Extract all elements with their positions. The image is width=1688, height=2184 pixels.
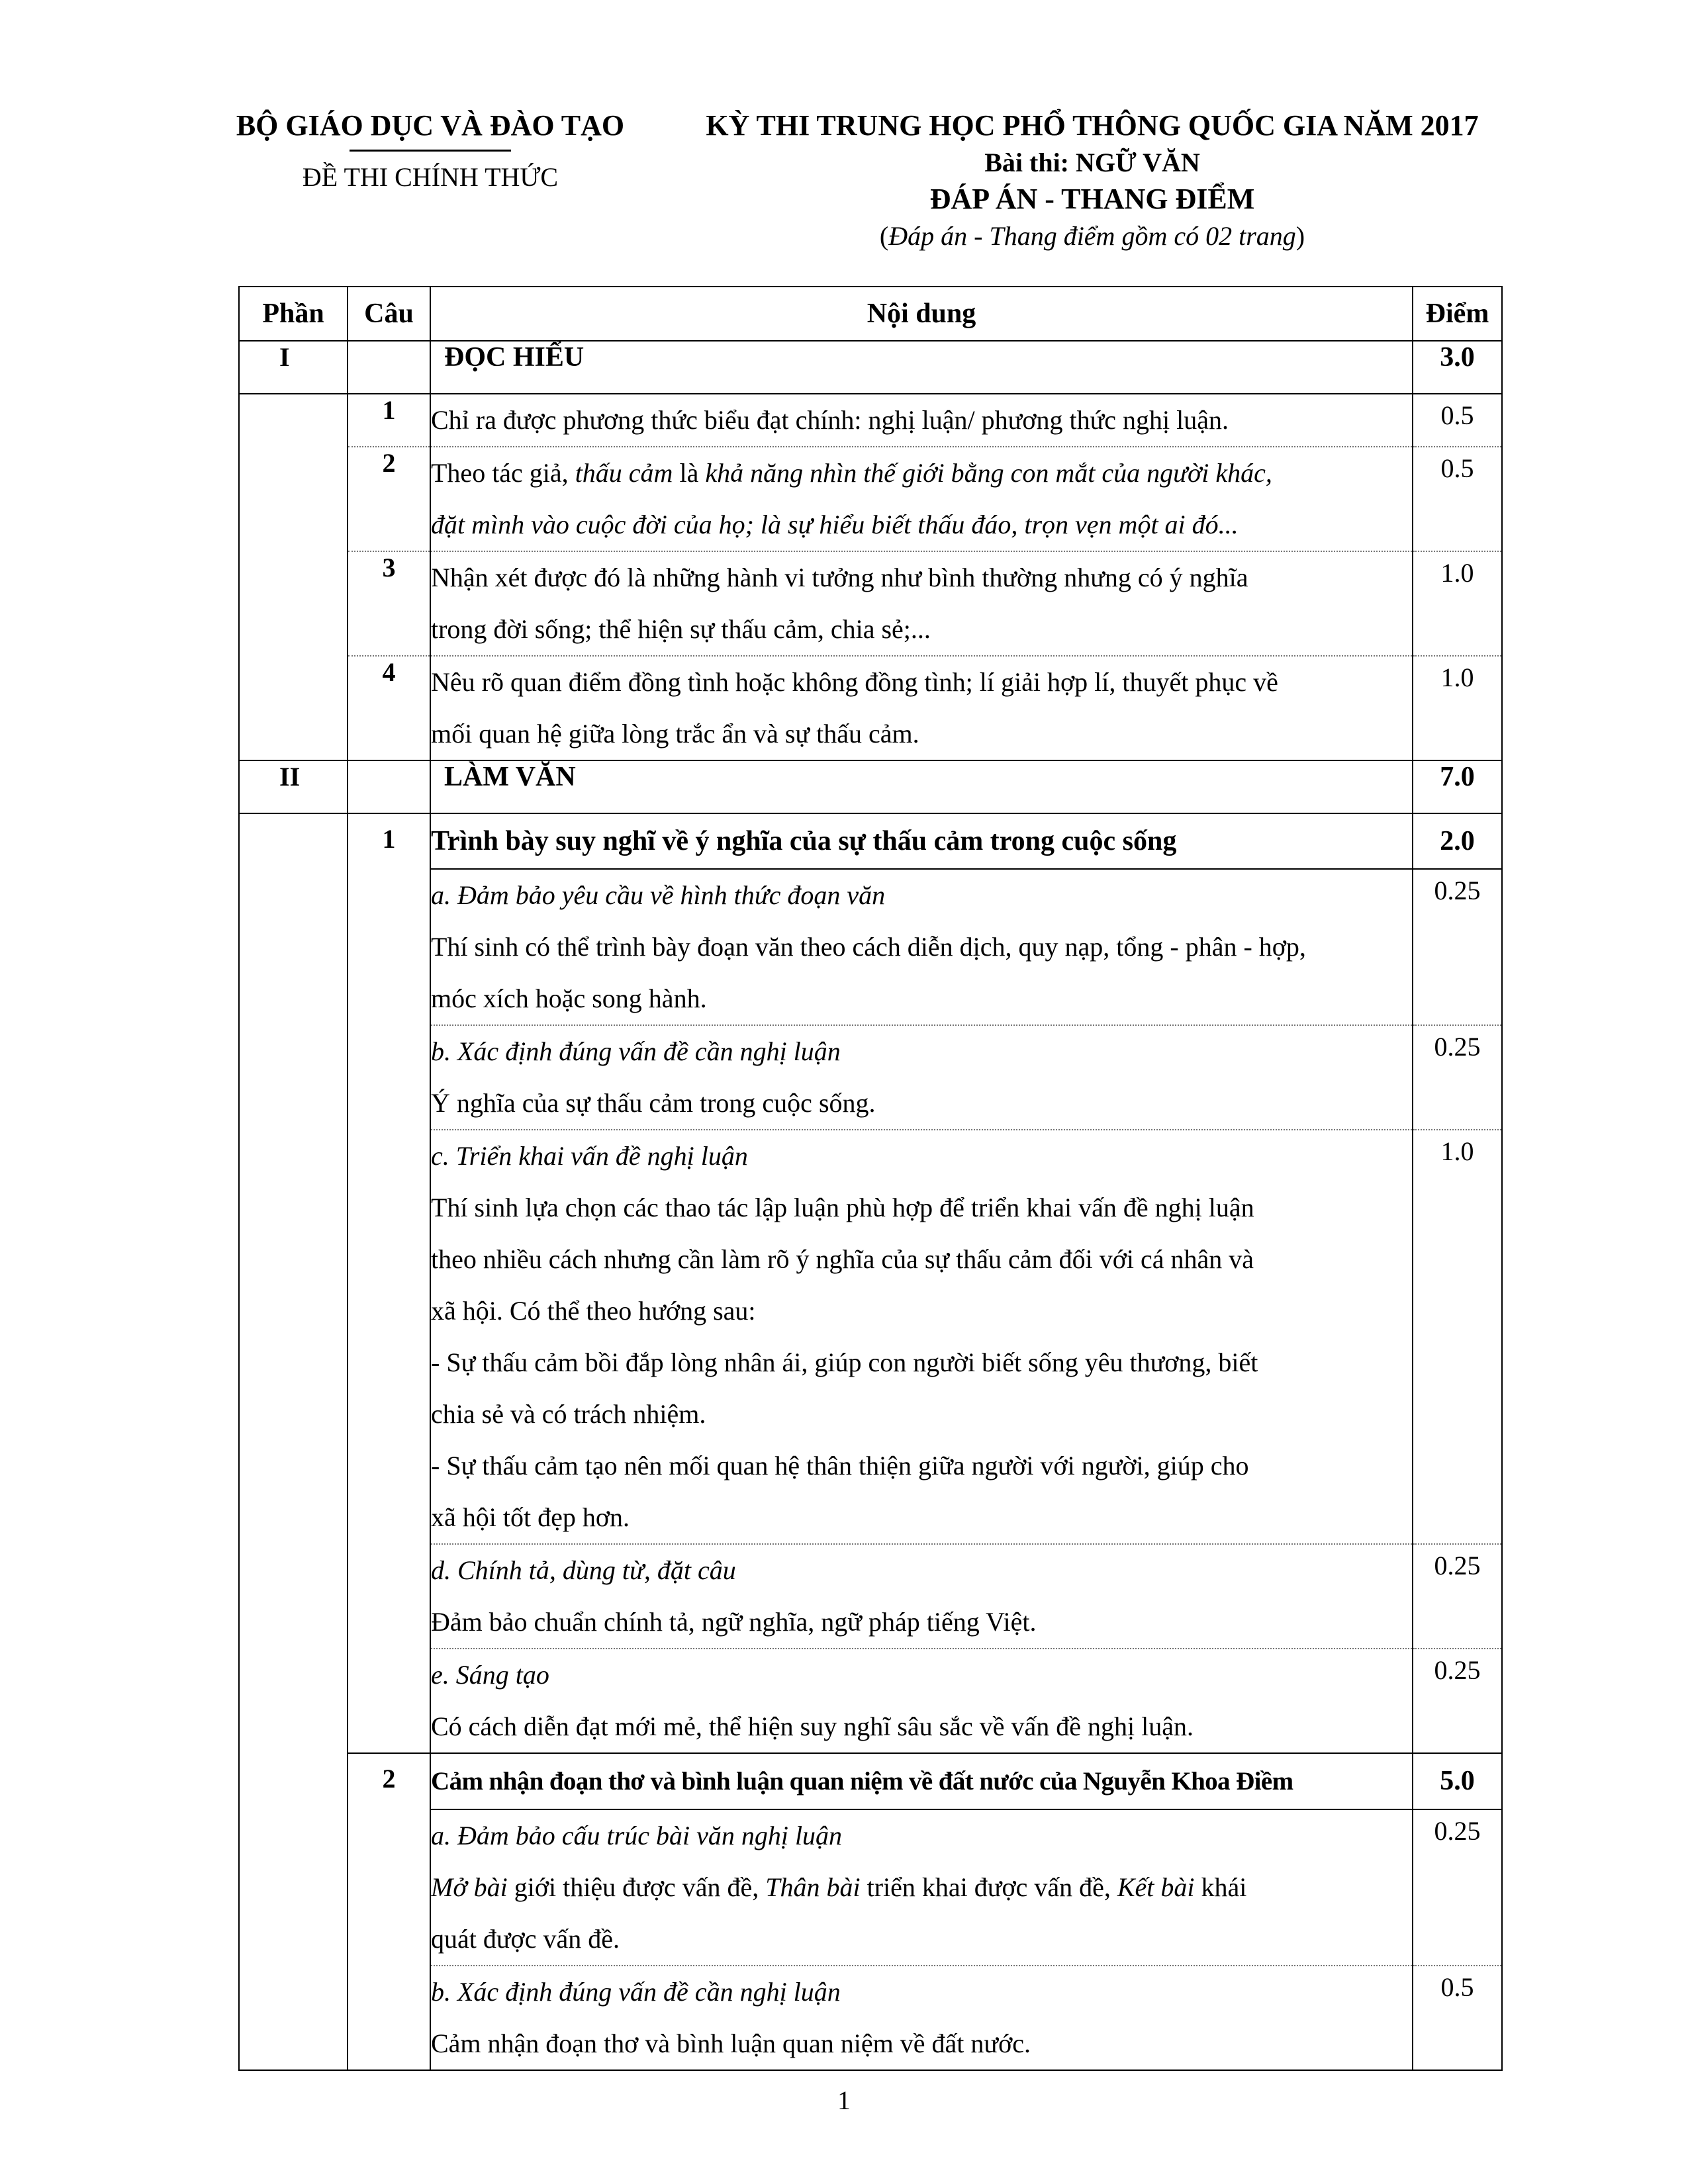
question-number: 2 [348,1753,430,2070]
table-row [239,447,1502,551]
part-spacer-cell [239,813,348,2070]
section-score: 3.0 [1413,341,1502,394]
answer-key-table [238,286,1503,2071]
question-score: 2.0 [1413,813,1502,869]
criterion-content: b. Xác định đúng vấn đề cần nghị luận Ý nghĩa của sự thấu cảm trong cuộc sống. [430,1025,1413,1130]
table-row [239,656,1502,760]
section-empty-cell [348,341,430,394]
question-number: 2 [348,447,430,551]
ministry-name: BỘ GIÁO DỤC VÀ ĐÀO TẠO [236,109,625,142]
criterion-score: 1.0 [1413,1130,1502,1544]
exam-title: KỲ THI TRUNG HỌC PHỔ THÔNG QUỐC GIA NĂM 2017 [706,109,1479,142]
question-number: 4 [348,656,430,760]
section-score: 7.0 [1413,760,1502,813]
answer-key-title: ĐÁP ÁN - THANG ĐIỂM [929,183,1255,215]
table-row [239,394,1502,447]
question-score: 0.5 [1413,447,1502,551]
table-header-row [239,287,1502,341]
section-empty-cell [348,760,430,813]
criterion-score: 0.5 [1413,1966,1502,2070]
question-content: Nêu rõ quan điểm đồng tình hoặc không đồng tình; lí giải hợp lí, thuyết phục về mối quan hệ giữa lòng trắc ẩn và sự thấu cảm. [430,656,1413,760]
criterion-content: a. Đảm bảo yêu cầu về hình thức đoạn văn Thí sinh có thể trình bày đoạn văn theo cách diễn dịch, quy nạp, tổng - phân - hợp, móc xích hoặc song hành. [430,869,1413,1025]
question-number: 1 [348,394,430,447]
criterion-content: c. Triển khai vấn đề nghị luận Thí sinh lựa chọn các thao tác lập luận phù hợp để triển khai vấn đề nghị luận theo nhiều cách nhưng cần làm rõ ý nghĩa của sự thấu cảm đối với cá nhân và xã hội. Có thể theo hướng sau: - Sự thấu cảm bồi đắp lòng nhân ái, giúp con người biết sống yêu thương, biết chia sẻ và có trách nhiệm. - Sự thấu cảm tạo nên mối quan hệ thân thiện giữa người với người, giúp cho xã hội tốt đẹp hơn. [430,1130,1413,1544]
section-title: ĐỌC HIỂU [430,341,1413,394]
question-heading-row [239,813,1502,869]
question-title: Cảm nhận đoạn thơ và bình luận quan niệm về đất nước của Nguyễn Khoa Điềm [430,1753,1413,1809]
criterion-content: b. Xác định đúng vấn đề cần nghị luận Cảm nhận đoạn thơ và bình luận quan niệm về đất nước. [430,1966,1413,2070]
question-number: 1 [348,813,430,1753]
question-content: Chỉ ra được phương thức biểu đạt chính: nghị luận/ phương thức nghị luận. [430,394,1413,447]
section-title: LÀM VĂN [430,760,1413,813]
question-content: Nhận xét được đó là những hành vi tưởng như bình thường nhưng có ý nghĩa trong đời sống; thể hiện sự thấu cảm, chia sẻ;... [430,551,1413,656]
criterion-content: d. Chính tả, dùng từ, đặt câu Đảm bảo chuẩn chính tả, ngữ nghĩa, ngữ pháp tiếng Việt. [430,1544,1413,1649]
part-spacer-cell [239,394,348,760]
question-number: 3 [348,551,430,656]
section-row-reading [239,341,1502,394]
question-heading-row [239,1753,1502,1809]
question-score: 1.0 [1413,656,1502,760]
section-part-number: I [239,341,348,394]
exam-subject: Bài thi: NGỮ VĂN [984,148,1200,177]
column-header-score: Điểm [1413,287,1502,341]
criterion-content: e. Sáng tạo Có cách diễn đạt mới mẻ, thể hiện suy nghĩ sâu sắc về vấn đề nghị luận. [430,1649,1413,1753]
table-row [239,551,1502,656]
criterion-score: 0.25 [1413,1544,1502,1649]
column-header-question: Câu [348,287,430,341]
question-content: Theo tác giả, thấu cảm là khả năng nhìn thế giới bằng con mắt của người khác, đặt mình vào cuộc đời của họ; là sự hiểu biết thấu đáo, trọn vẹn một ai đó... [430,447,1413,551]
column-header-part: Phần [239,287,348,341]
official-exam-label: ĐỀ THI CHÍNH THỨC [302,162,559,192]
question-title: Trình bày suy nghĩ về ý nghĩa của sự thấu cảm trong cuộc sống [430,813,1413,869]
criterion-score: 0.25 [1413,869,1502,1025]
criterion-score: 0.25 [1413,1649,1502,1753]
section-part-number: II [239,760,348,813]
section-row-writing [239,760,1502,813]
ministry-underline [350,150,511,152]
criterion-score: 0.25 [1413,1025,1502,1130]
page-count-note: (Đáp án - Thang điểm gồm có 02 trang) [879,221,1305,251]
question-score: 5.0 [1413,1753,1502,1809]
criterion-score: 0.25 [1413,1809,1502,1966]
header-right [662,106,1523,254]
column-header-content: Nội dung [430,287,1413,341]
question-score: 0.5 [1413,394,1502,447]
question-score: 1.0 [1413,551,1502,656]
criterion-content: a. Đảm bảo cấu trúc bài văn nghị luận Mở bài giới thiệu được vấn đề, Thân bài triển khai được vấn đề, Kết bài khái quát được vấn đề. [430,1809,1413,1966]
header-left [199,106,662,195]
page-number: 1 [837,2085,851,2115]
